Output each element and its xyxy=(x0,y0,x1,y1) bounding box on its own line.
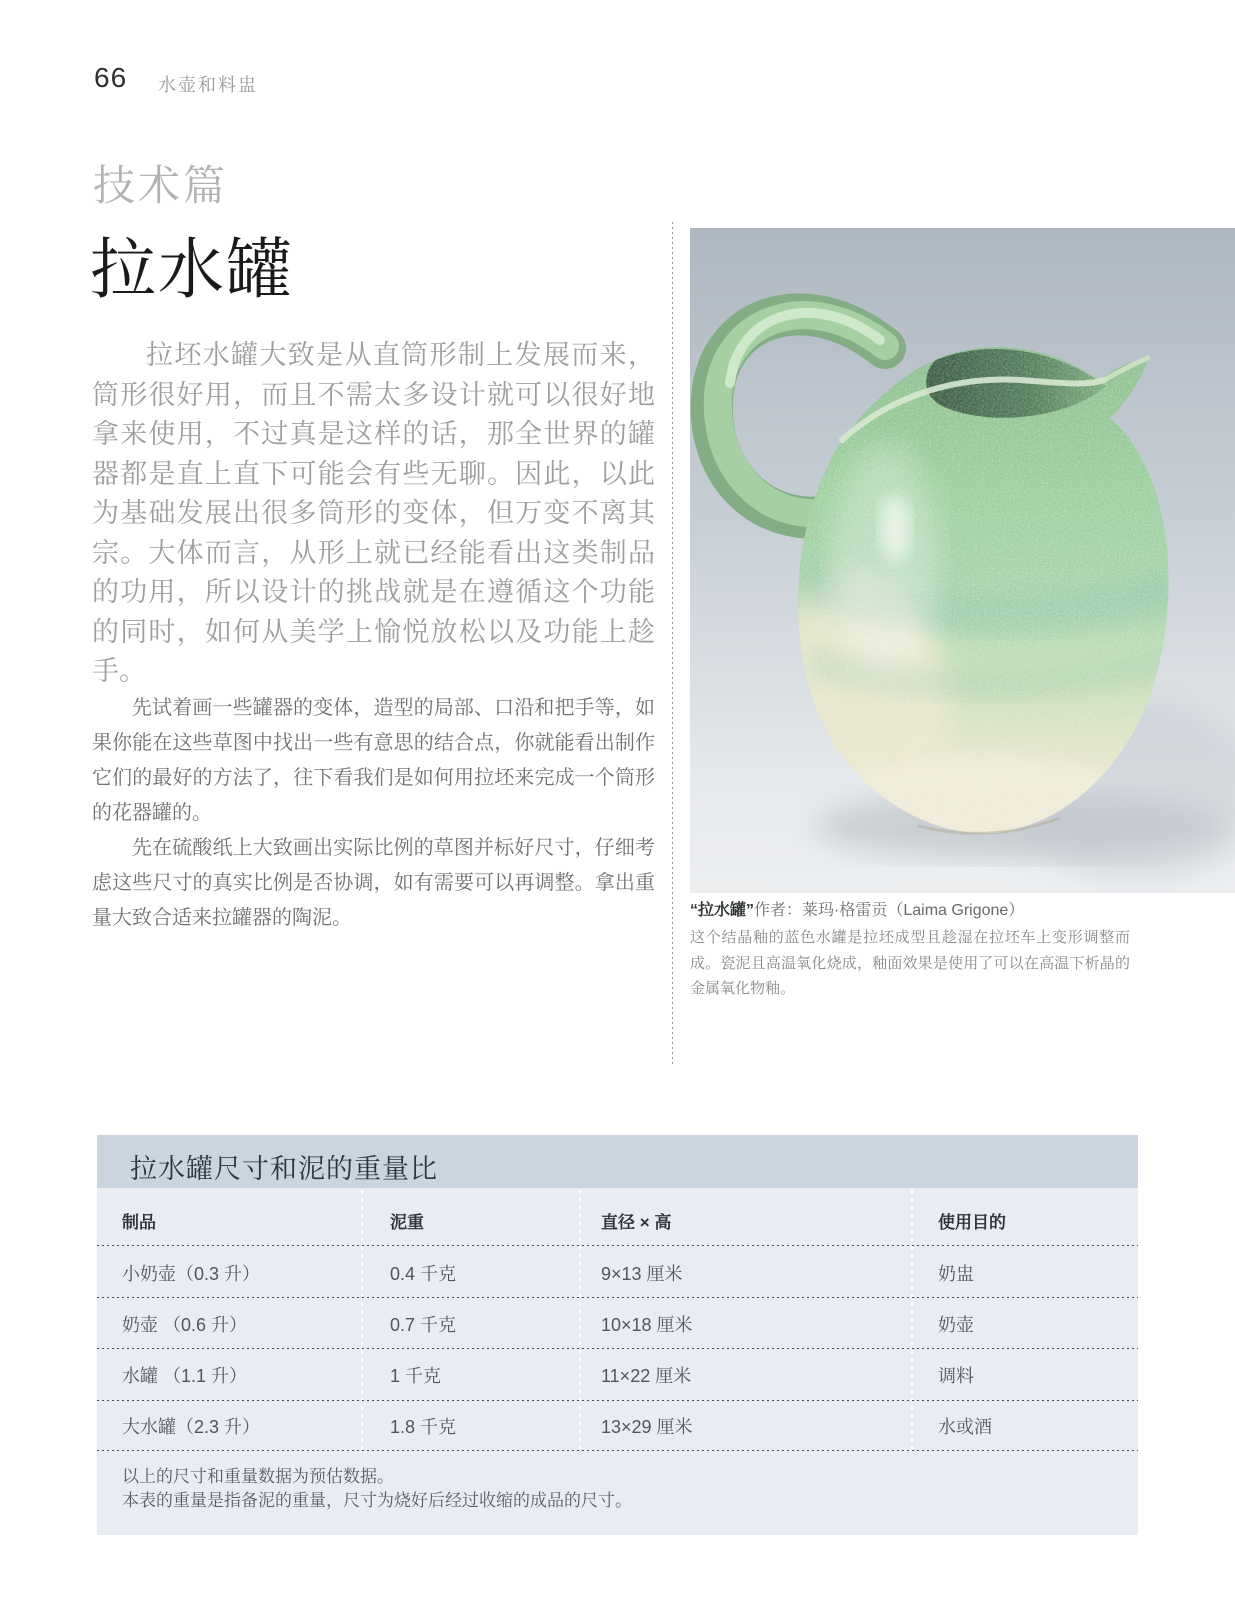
pitcher-photo xyxy=(690,228,1235,893)
table-note-1: 以上的尺寸和重量数据为预估数据。 xyxy=(122,1467,394,1486)
column-divider xyxy=(911,1190,913,1450)
cell-purpose: 调料 xyxy=(938,1366,974,1386)
cell-product: 小奶壶（0.3 升） xyxy=(122,1264,261,1284)
paragraph-3: 先在硫酸纸上大致画出实际比例的草图并标好尺寸，仔细考虑这些尺寸的真实比例是否协调，如有需要可以再调整。拿出重量大致合适来拉罐器的陶泥。 xyxy=(92,837,655,929)
row-divider xyxy=(97,1400,1138,1401)
section-kicker: 技术篇 xyxy=(93,162,229,209)
caption-work-title: “拉水罐” xyxy=(690,902,755,919)
col-header-size: 直径 × 高 xyxy=(601,1213,672,1232)
table-title-band xyxy=(97,1135,1138,1188)
cell-size: 11×22 厘米 xyxy=(601,1366,692,1386)
row-divider xyxy=(97,1297,1138,1298)
row-divider xyxy=(97,1450,1138,1451)
cell-size: 9×13 厘米 xyxy=(601,1264,683,1284)
cell-product: 水罐 （1.1 升） xyxy=(122,1366,248,1386)
cell-size: 13×29 厘米 xyxy=(601,1417,693,1437)
table-note-2: 本表的重量是指备泥的重量，尺寸为烧好后经过收缩的成品的尺寸。 xyxy=(122,1491,632,1510)
cell-weight: 1.8 千克 xyxy=(390,1417,457,1437)
page-title: 拉水罐 xyxy=(90,232,294,306)
col-header-weight: 泥重 xyxy=(390,1213,424,1232)
chapter-title: 水壶和料盅 xyxy=(158,75,258,95)
cell-weight: 0.7 千克 xyxy=(390,1315,457,1335)
col-header-purpose: 使用目的 xyxy=(938,1213,1006,1232)
column-divider-rule xyxy=(672,222,673,1065)
cell-weight: 0.4 千克 xyxy=(390,1264,457,1284)
figure-caption xyxy=(690,898,1130,1002)
cell-weight: 1 千克 xyxy=(390,1366,442,1386)
caption-credit-line xyxy=(690,898,1130,924)
col-header-product: 制品 xyxy=(122,1213,156,1232)
lead-paragraph: 拉坯水罐大致是从直筒形制上发展而来，筒形很好用，而且不需太多设计就可以很好地拿来使用，不过真是这样的话，那全世界的罐器都是直上直下可能会有些无聊。因此，以此为基础发展出很多筒形的变体，但万变不离其宗。大体而言，从形上就已经能看出这类制品的功用，所以设计的挑战就是在遵循这个功能的同时，如何从美学上愉悦放松以及功能上趁手。 xyxy=(92,340,655,686)
cell-size: 10×18 厘米 xyxy=(601,1315,693,1335)
caption-credit: 作者：莱玛·格雷贡（Laima Grigone） xyxy=(754,902,1025,919)
column-divider xyxy=(361,1190,363,1450)
column-divider xyxy=(579,1190,581,1450)
cell-purpose: 水或酒 xyxy=(938,1417,992,1437)
cell-purpose: 奶盅 xyxy=(938,1264,974,1284)
cell-product: 奶壶 （0.6 升） xyxy=(122,1315,248,1335)
cell-purpose: 奶壶 xyxy=(938,1315,974,1335)
row-divider xyxy=(97,1348,1138,1349)
caption-body: 这个结晶釉的蓝色水罐是拉坯成型且趁湿在拉坯车上变形调整而成。瓷泥且高温氧化烧成，釉面效果是使用了可以在高温下析晶的金属氧化物釉。 xyxy=(690,929,1130,997)
row-divider xyxy=(97,1245,1138,1246)
table-notes xyxy=(122,1465,632,1513)
table-title: 拉水罐尺寸和泥的重量比 xyxy=(130,1154,438,1184)
cell-product: 大水罐（2.3 升） xyxy=(122,1417,261,1437)
sizing-table xyxy=(97,1135,1138,1535)
body-text xyxy=(92,691,655,936)
paragraph-2: 先试着画一些罐器的变体，造型的局部、口沿和把手等，如果你能在这些草图中找出一些有意思的结合点，你就能看出制作它们的最好的方法了，往下看我们是如何用拉坯来完成一个筒形的花器罐的。 xyxy=(92,697,655,824)
page-number: 66 xyxy=(94,62,128,93)
